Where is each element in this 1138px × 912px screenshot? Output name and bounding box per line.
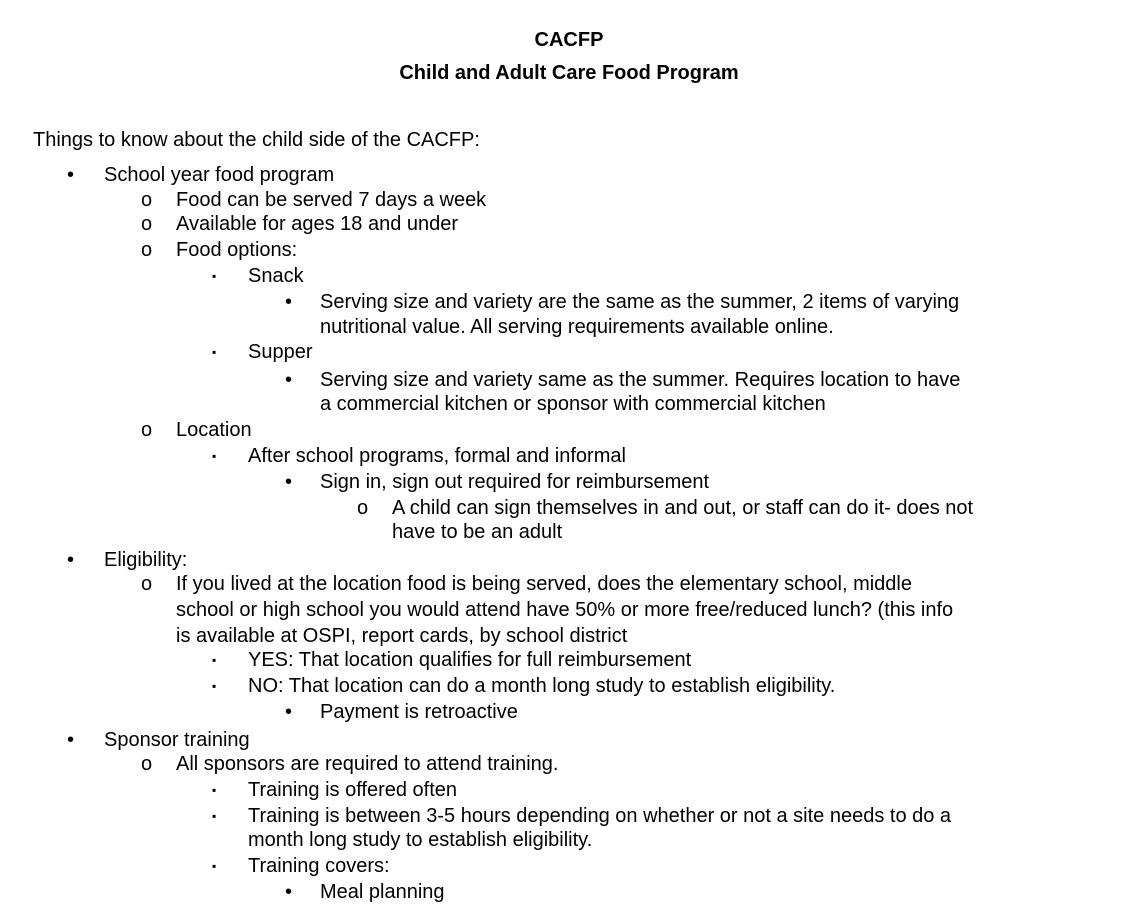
bullet-marker: •: [285, 369, 293, 391]
list-item: Food can be served 7 days a week: [176, 189, 487, 211]
list-item: Payment is retroactive: [320, 701, 518, 723]
bullet-marker: •: [285, 881, 293, 903]
square-marker: ▪: [212, 859, 217, 873]
bullet-marker: •: [285, 291, 293, 313]
circle-marker: o: [141, 573, 153, 595]
square-marker: ▪: [212, 345, 217, 359]
square-marker: ▪: [212, 809, 217, 823]
bullet-marker: •: [67, 549, 75, 571]
list-item-continued: have to be an adult: [392, 521, 563, 543]
list-item: Meal planning: [320, 881, 445, 903]
intro-text: Things to know about the child side of the CACFP:: [33, 129, 480, 151]
list-item: YES: That location qualifies for full reimbursement: [248, 649, 692, 671]
list-item: Eligibility:: [104, 549, 188, 571]
list-item: Training covers:: [248, 855, 390, 877]
circle-marker: o: [141, 189, 153, 211]
list-item-continued: nutritional value. All serving requirements available online.: [320, 316, 834, 338]
list-item: Available for ages 18 and under: [176, 213, 459, 235]
list-item-continued: school or high school you would attend have 50% or more free/reduced lunch? (this info: [176, 599, 954, 621]
bullet-marker: •: [67, 164, 75, 186]
square-marker: ▪: [212, 449, 217, 463]
list-item: NO: That location can do a month long study to establish eligibility.: [248, 675, 836, 697]
list-item-continued: is available at OSPI, report cards, by school district: [176, 625, 628, 647]
bullet-marker: •: [67, 729, 75, 751]
circle-marker: o: [141, 419, 153, 441]
list-item: If you lived at the location food is being served, does the elementary school, middle: [176, 573, 912, 595]
list-item-continued: month long study to establish eligibility.: [248, 829, 593, 851]
list-item: After school programs, formal and informal: [248, 445, 626, 467]
list-item: Food options:: [176, 239, 298, 261]
page-title: CACFP: [534, 29, 604, 51]
list-item: Sign in, sign out required for reimbursement: [320, 471, 710, 493]
list-item: All sponsors are required to attend training.: [176, 753, 559, 775]
circle-marker: o: [141, 753, 153, 775]
bullet-marker: •: [285, 701, 293, 723]
list-item: Serving size and variety are the same as the summer, 2 items of varying: [320, 291, 960, 313]
square-marker: ▪: [212, 679, 217, 693]
list-item: Snack: [248, 265, 304, 287]
circle-marker: o: [141, 213, 153, 235]
list-item: A child can sign themselves in and out, or staff can do it- does not: [392, 497, 974, 519]
list-item: Training is between 3-5 hours depending on whether or not a site needs to do a: [248, 805, 952, 827]
list-item: Sponsor training: [104, 729, 250, 751]
bullet-marker: •: [285, 471, 293, 493]
square-marker: ▪: [212, 653, 217, 667]
square-marker: ▪: [212, 269, 217, 283]
list-item: School year food program: [104, 164, 335, 186]
circle-marker: o: [357, 497, 369, 519]
list-item: Location: [176, 419, 252, 441]
list-item: Serving size and variety same as the summer. Requires location to have: [320, 369, 961, 391]
circle-marker: o: [141, 239, 153, 261]
square-marker: ▪: [212, 783, 217, 797]
page-subtitle: Child and Adult Care Food Program: [399, 62, 739, 84]
list-item: Training is offered often: [248, 779, 458, 801]
list-item-continued: a commercial kitchen or sponsor with commercial kitchen: [320, 393, 826, 415]
list-item: Supper: [248, 341, 313, 363]
